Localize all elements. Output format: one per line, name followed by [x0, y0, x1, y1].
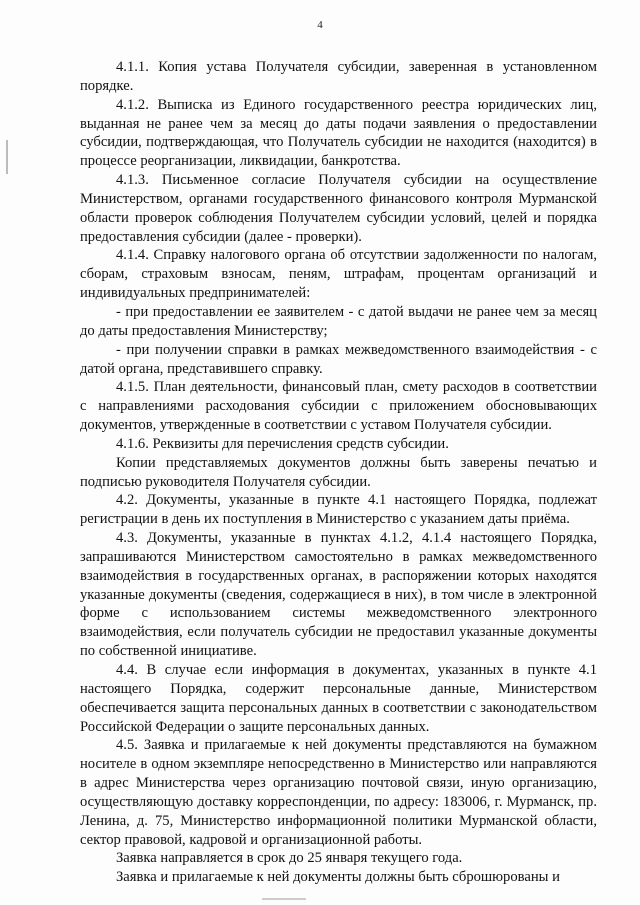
paragraph-4-1-5: 4.1.5. План деятельности, финансовый план, смету расходов в соответствии с направлениями расходования субсидии с приложением обосновывающих документов, утвержденные в соответствии с уставом Получателя субсидии. — [80, 379, 597, 434]
paragraph-copies: Копии представляемых документов должны быть заверены печатью и подписью руководителя Получателя субсидии. — [80, 454, 597, 490]
scan-edge-mark — [6, 140, 8, 174]
paragraph-4-1-4: 4.1.4. Справку налогового органа об отсутствии задолженности по налогам, сборам, страховым взносам, пеням, штрафам, процентам организаций и индивидуальных предпринимателей: — [80, 247, 597, 302]
paragraph-4-3: 4.3. Документы, указанные в пунктах 4.1.2, 4.1.4 настоящего Порядка, запрашиваются Министерством самостоятельно в рамках межведомственного взаимодействия в государственных органах, в распоряжении которых находятся указанные документы (сведения, содержащиеся в них), в том числе в электронной форме с использованием системы межведомственного электронного взаимодействия, если получатель субсидии не предоставил указанные документы по собственной инициативе. — [80, 530, 597, 660]
scan-bottom-mark — [262, 898, 306, 900]
paragraph-deadline: Заявка направляется в срок до 25 января текущего года. — [116, 850, 463, 867]
paragraph-binding: Заявка и прилагаемые к ней документы должны быть сброшюрованы и — [116, 869, 560, 886]
paragraph-4-1-4-item-1: - при предоставлении ее заявителем - с датой выдачи не ранее чем за месяц до даты предоставления Министерству; — [80, 303, 597, 339]
document-body — [80, 58, 597, 887]
paragraph-4-5: 4.5. Заявка и прилагаемые к ней документы представляются на бумажном носителе в одном экземпляре непосредственно в Министерство или направляются в адрес Министерства через организацию почтовой связи, иную организацию, осуществляющую доставку корреспонденции, по адресу: 183006, г. Мурманск, пр. Ленина, д. 75, Министерство информационной политики Мурманской области, сектор правовой, кадровой и организационной работы. — [80, 737, 597, 848]
paragraph-4-2: 4.2. Документы, указанные в пункте 4.1 настоящего Порядка, подлежат регистрации в день их поступления в Министерство с указанием даты приёма. — [80, 492, 597, 528]
paragraph-4-1-6: 4.1.6. Реквизиты для перечисления средств субсидии. — [116, 435, 449, 452]
paragraph-4-1-1: 4.1.1. Копия устава Получателя субсидии, заверенная в установленном порядке. — [80, 59, 597, 94]
page-number: 4 — [317, 19, 323, 31]
paragraph-4-1-3: 4.1.3. Письменное согласие Получателя субсидии на осуществление Министерством, органами государственного финансового контроля Мурманской области проверок соблюдения Получателем субсидии условий, целей и порядка предоставления субсидии (далее - проверки). — [80, 172, 597, 245]
paragraph-4-1-4-item-2: - при получении справки в рамках межведомственного взаимодействия - с датой органа, представившего справку. — [80, 341, 597, 377]
paragraph-4-1-2: 4.1.2. Выписка из Единого государственного реестра юридических лиц, выданная не ранее чем за месяц до даты подачи заявления о предоставлении субсидии, подтверждающая, что Получатель субсидии не находится (находится) в процессе реорганизации, ликвидации, банкротства. — [80, 96, 597, 170]
paragraph-4-4: 4.4. В случае если информация в документах, указанных в пункте 4.1 настоящего Порядка, содержит персональные данные, Министерством обеспечивается защита персональных данных в соответствии с законодательством Российской Федерации о защите персональных данных. — [80, 662, 597, 735]
